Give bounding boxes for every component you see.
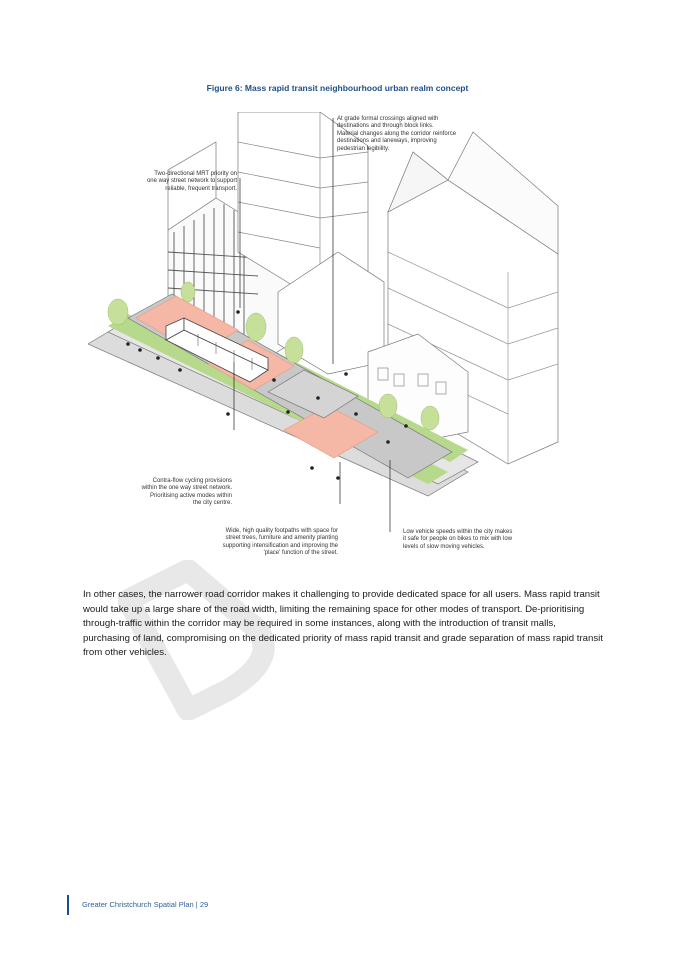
annotation-footpaths: Wide, high quality footpaths with space for street trees, furniture and amenity planting supporting intensification and improving the 'place' function of the street. bbox=[222, 528, 338, 557]
page-footer: Greater Christchurch Spatial Plan | 29 bbox=[67, 895, 208, 915]
annotation-mrt-priority: Two-directional MRT priority on one way street network to support reliable, frequent transport. bbox=[146, 171, 237, 192]
streetscape-drawing bbox=[88, 112, 558, 496]
figure-title: Figure 6: Mass rapid transit neighbourhood urban realm concept bbox=[206, 83, 469, 93]
body-paragraph: In other cases, the narrower road corridor makes it challenging to provide dedicated space for all users. Mass rapid transit would take up a large share of the road width, limiting the remaining space for other modes of transport. De-prioritising through-traffic within the corridor may be required in some instances, along with the introduction of transit malls, purchasing of land, compromising on the dedicated priority of mass rapid transit and grade separation of mass rapid transit from other vehicles. bbox=[83, 589, 603, 659]
annotation-low-speed: Low vehicle speeds within the city makes it safe for people on bikes to mix with low levels of slow moving vehicles. bbox=[403, 529, 513, 550]
annotation-crossings: At grade formal crossings aligned with destinations and through block links. Material changes along the corridor reinforce destinations and laneways, improving pedestrian legibility. bbox=[337, 116, 457, 152]
annotation-contraflow: Contra-flow cycling provisions within the one way street network. Prioritising active modes within the city centre. bbox=[141, 478, 232, 507]
